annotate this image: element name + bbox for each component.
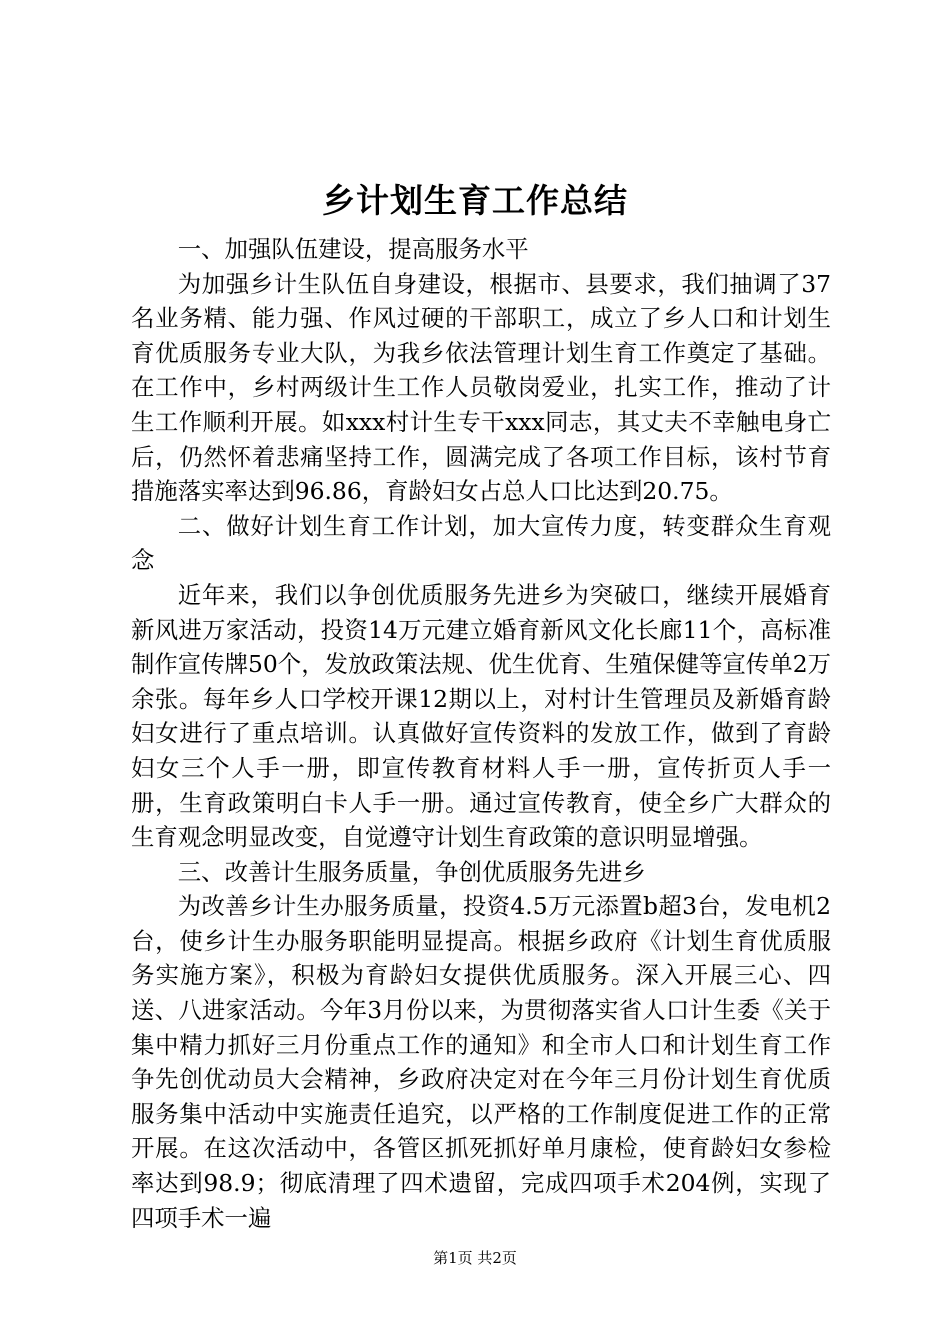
section-heading-1: 一、加强队伍建设，提高服务水平 bbox=[177, 235, 529, 263]
section-heading-3: 三、改善计生服务质量，争创优质服务先进乡 bbox=[177, 857, 646, 886]
document-title: 乡计划生育工作总结 bbox=[322, 181, 628, 220]
body-paragraph-1: 为加强乡计生队伍自身建设，根据市、县要求，我们抽调了37名业务精、能力强、作风过硬的干部职工，成立了乡人口和计划生育优质服务专业大队，为我乡依法管理计划生育工作奠定了基础。在工作中，乡村两级计生工作人员敬岗爱业，扎实工作，推动了计生工作顺利开展。如xxx村计生专干xxx同志，其丈夫不幸触电身亡后，仍然怀着悲痛坚持工作，圆满完成了各项工作目标，该村节育措施落实率达到96.86，育龄妇女占总人口比达到20.75。 bbox=[131, 269, 831, 506]
section-heading-2: 二、做好计划生育工作计划，加大宣传力度，转变群众生育观念 bbox=[131, 511, 831, 575]
body-paragraph-2: 近年来，我们以争创优质服务先进乡为突破口，继续开展婚育新风进万家活动，投资14万元建立婚育新风文化长廊11个，高标准制作宣传牌50个，发放政策法规、优生优育、生殖保健等宣传单2万余张。每年乡人口学校开课12期以上，对村计生管理员及新婚育龄妇女进行了重点培训。认真做好宣传资料的发放工作，做到了育龄妇女三个人手一册，即宣传教育材料人手一册，宣传折页人手一册，生育政策明白卡人手一册。通过宣传教育，使全乡广大群众的生育观念明显改变，自觉遵守计划生育政策的意识明显增强。 bbox=[131, 580, 831, 852]
page-footer: 第1页 共2页 bbox=[433, 1249, 517, 1267]
body-paragraph-3: 为改善乡计生办服务质量，投资4.5万元添置b超3台，发电机2台，使乡计生办服务职能明显提高。根据乡政府《计划生育优质服务实施方案》，积极为育龄妇女提供优质服务。深入开展三心、四送、八进家活动。今年3月份以来，为贯彻落实省人口计生委《关于集中精力抓好三月份重点工作的通知》和全市人口和计划生育工作争先创优动员大会精神，乡政府决定对在今年三月份计划生育优质服务集中活动中实施责任追究，以严格的工作制度促进工作的正常开展。在这次活动中，各管区抓死抓好单月康检，使育龄妇女参检率达到98.9；彻底清理了四术遗留，完成四项手术204例，实现了四项手术一遍 bbox=[131, 892, 831, 1232]
document-body bbox=[131, 232, 831, 1235]
